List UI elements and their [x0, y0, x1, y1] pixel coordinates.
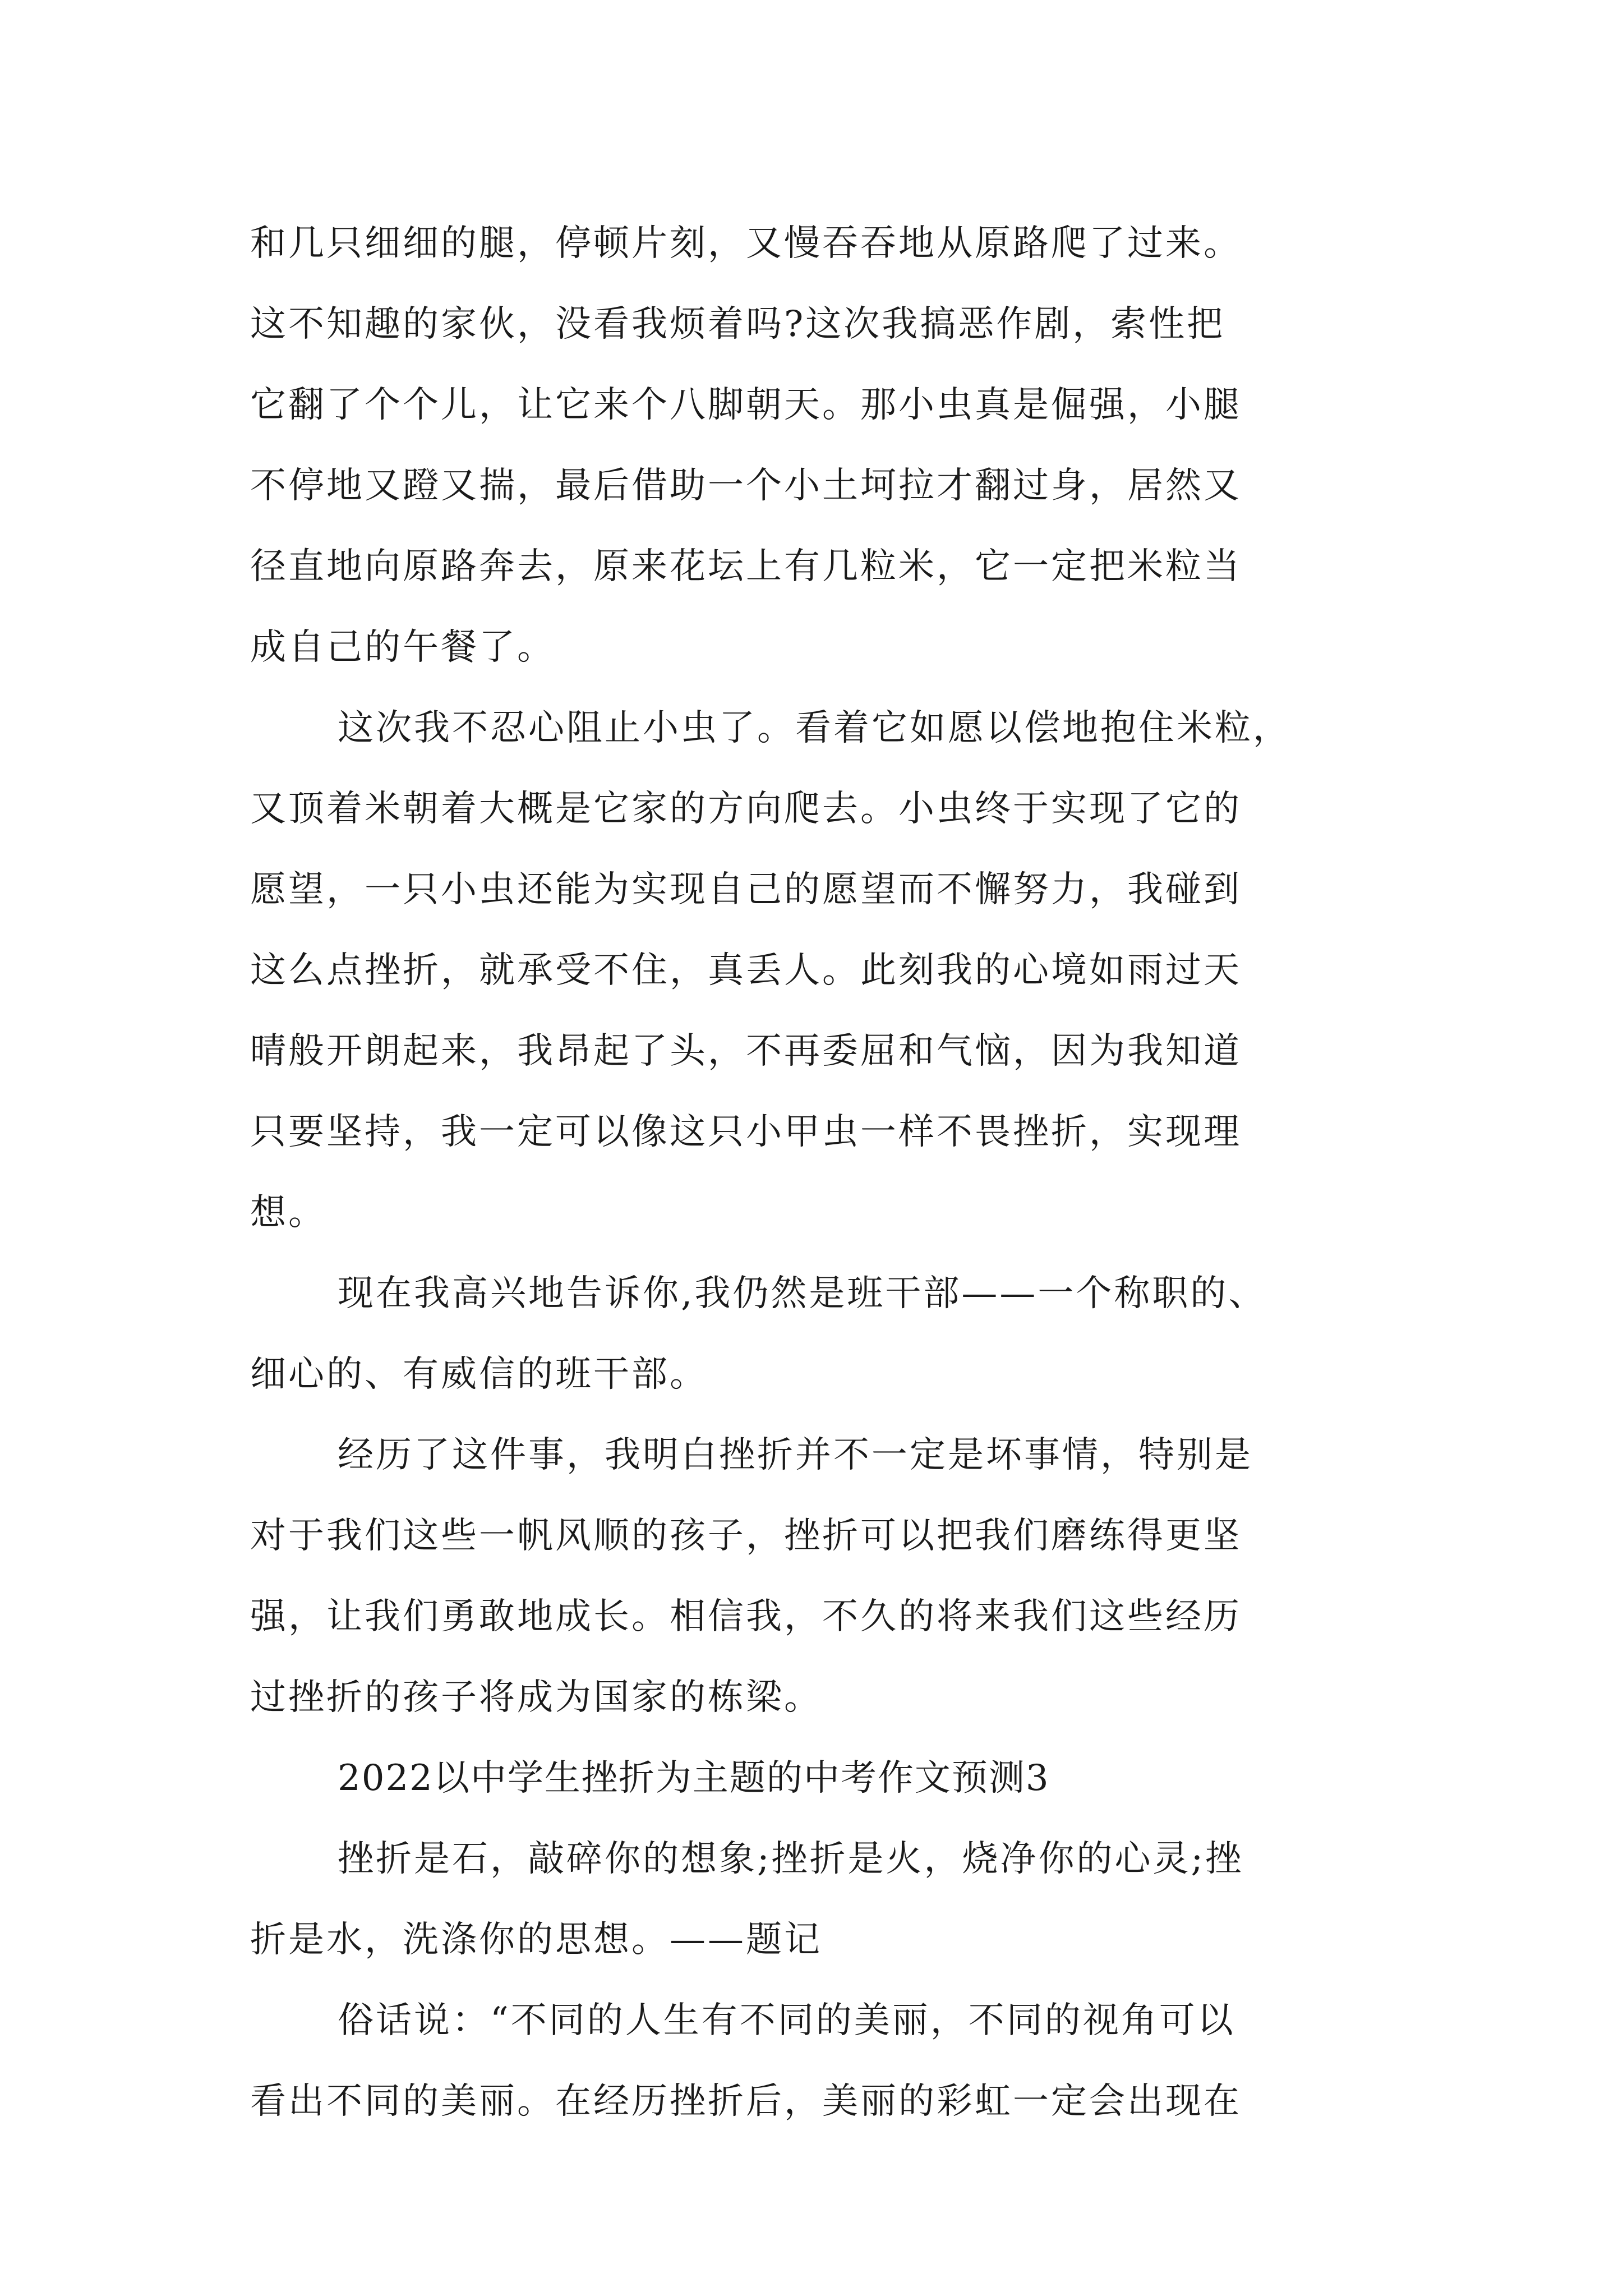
text-line: 不停地又蹬又揣，最后借助一个小土坷拉才翻过身，居然又	[250, 465, 1242, 507]
text-line: 折是水，洗涤你的思想。——题记	[250, 1919, 822, 1961]
text-line: 径直地向原路奔去，原来花坛上有几粒米，它一定把米粒当	[250, 546, 1242, 587]
text-line: 这不知趣的家伙，没看我烦着吗?这次我搞恶作剧，索性把	[250, 303, 1225, 345]
text-line: 细心的、有威信的班干部。	[250, 1354, 708, 1395]
essay-body	[250, 203, 1394, 2142]
text-line: 过挫折的孩子将成为国家的栋梁。	[250, 1677, 822, 1718]
text-line: 只要坚持，我一定可以像这只小甲虫一样不畏挫折，实现理	[250, 1111, 1242, 1153]
section-heading: 2022以中学生挫折为主题的中考作文预测3	[338, 1757, 1050, 1799]
paragraph-first-line: 现在我高兴地告诉你,我仍然是班干部——一个称职的、	[338, 1273, 1267, 1314]
text-line: 愿望，一只小虫还能为实现自己的愿望而不懈努力，我碰到	[250, 869, 1242, 910]
text-line: 强，让我们勇敢地成长。相信我，不久的将来我们这些经历	[250, 1596, 1242, 1637]
paragraph-first-line: 这次我不忍心阻止小虫了。看着它如愿以偿地抱住米粒，	[338, 707, 1291, 749]
paragraph-first-line: 经历了这件事，我明白挫折并不一定是坏事情，特别是	[338, 1434, 1253, 1476]
text-line: 对于我们这些一帆风顺的孩子，挫折可以把我们磨练得更坚	[250, 1515, 1242, 1557]
text-line: 这么点挫折，就承受不住，真丢人。此刻我的心境如雨过天	[250, 950, 1242, 991]
text-line: 想。	[250, 1192, 326, 1234]
text-line: 晴般开朗起来，我昂起了头，不再委屈和气恼，因为我知道	[250, 1030, 1242, 1072]
text-line: 又顶着米朝着大概是它家的方向爬去。小虫终于实现了它的	[250, 788, 1242, 830]
text-line: 看出不同的美丽。在经历挫折后，美丽的彩虹一定会出现在	[250, 2081, 1242, 2122]
paragraph-first-line: 挫折是石，敲碎你的想象;挫折是火，烧净你的心灵;挫	[338, 1838, 1244, 1880]
text-line: 它翻了个个儿，让它来个八脚朝天。那小虫真是倔强，小腿	[250, 384, 1242, 426]
text-line: 成自己的午餐了。	[250, 627, 555, 668]
paragraph-first-line: 俗话说：“不同的人生有不同的美丽，不同的视角可以	[338, 2000, 1235, 2041]
text-line: 和几只细细的腿，停顿片刻，又慢吞吞地从原路爬了过来。	[250, 223, 1242, 264]
